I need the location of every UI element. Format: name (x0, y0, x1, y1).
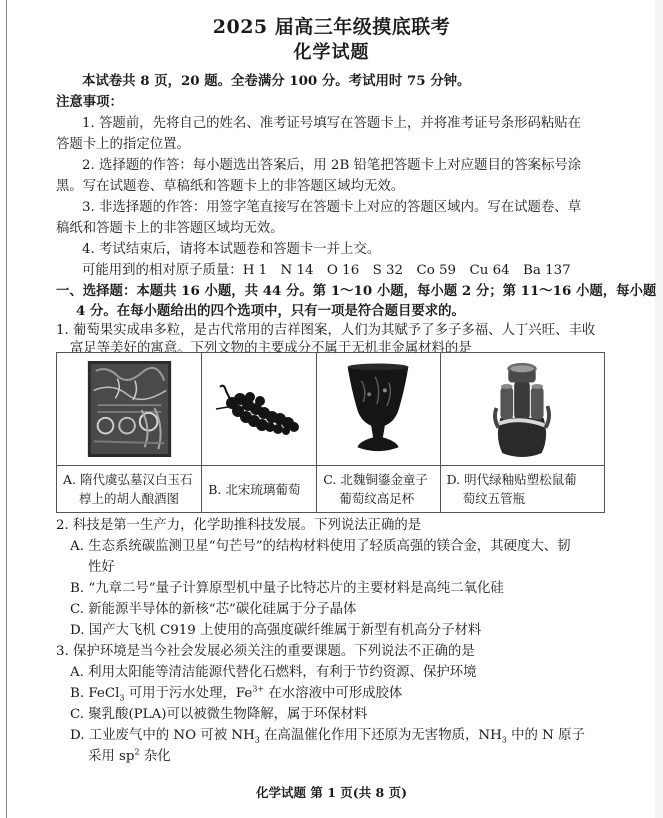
q3-b-mid: 可用于污水处理，Fe (124, 686, 253, 701)
note-1-line-2: 答题卡上的指定位置。 (56, 137, 190, 152)
q3-d-sub-1: 3 (254, 735, 260, 745)
note-1-line-1: 1. 答题前，先将自己的姓名、准考证号填写在答题卡上，并将准考证号条形码粘贴在 (82, 116, 582, 131)
q3-d-prefix: D. 工业废气中的 NO 可被 NH (70, 728, 255, 743)
q2-stem: 2. 科技是第一生产力，化学助推科技发展。下列说法正确的是 (56, 518, 422, 533)
q1-relics-table (56, 352, 605, 513)
q1-stem-line-2: 富足等美好的寓意。下列文物的主要成分不属于无机非金属材料的是 (70, 341, 472, 356)
q3-d-line2-sup: 2 (134, 747, 140, 757)
q2-option-d: D. 国产大飞机 C919 上使用的高强度碳纤维属于新型有机高分子材料 (70, 623, 482, 638)
q1-stem-line-1: 1. 葡萄果实成串多粒，是古代常用的吉祥图案，人们为其赋予了多子多福、人丁兴旺、丰收 (56, 323, 596, 338)
q3-option-d-line-1 (70, 727, 585, 744)
note-3-line-1: 3. 非选择题的作答：用签字笔直接写在答题卡上对应的答题区域内。写在试题卷、草 (82, 200, 582, 215)
page-left-border (6, 0, 7, 818)
page-right-margin (655, 0, 663, 818)
option-a-caption (57, 466, 202, 513)
option-a-line-1: A. 隋代虞弘墓汉白玉石 (63, 472, 193, 487)
q3-option-d-line-2 (88, 748, 171, 765)
green-glaze-vase-image (490, 359, 554, 459)
section-1-line-2: 4 分。在每小题给出的四个选项中，只有一项是符合题目要求的。 (76, 303, 465, 319)
option-d-image-cell (440, 353, 604, 466)
page-footer: 化学试题 第 1 页(共 8 页) (256, 785, 407, 800)
option-c-image-cell (317, 353, 440, 466)
option-c-line-1: C. 北魏铜鎏金童子 (323, 472, 428, 487)
option-a-line-2: 椁上的胡人酿酒图 (79, 491, 180, 506)
q2-option-b: B. “九章二号”量子计算原型机中量子比特芯片的主要材料是高纯二氧化硅 (70, 581, 504, 596)
note-2-line-2: 黑。写在试题卷、草稿纸和答题卡上的非答题区域均无效。 (56, 179, 405, 194)
note-4-line-1: 4. 考试结束后，请将本试题卷和答题卡一并上交。 (82, 242, 381, 257)
q3-b-suffix: 在水溶液中可形成胶体 (264, 686, 403, 701)
q3-d-sub-2: 3 (501, 735, 507, 745)
note-2-line-1: 2. 选择题的作答：每小题选出答案后，用 2B 铅笔把答题卡上对应题目的答案标号涂 (82, 158, 582, 173)
q3-d-mid: 在高温催化作用下还原为无害物质，NH (259, 728, 502, 743)
q2-option-c: C. 新能源半导体的新核“芯”碳化硅属于分子晶体 (70, 602, 357, 617)
glass-grapes-image (214, 379, 304, 439)
q2-option-a-line-1: A. 生态系统碳监测卫星“句芒号”的结构材料使用了轻质高强的镁合金，其硬度大、韧 (70, 539, 571, 554)
atomic-masses (82, 262, 571, 279)
exam-subject: 化学试题 (293, 42, 370, 63)
q3-b-prefix: B. FeCl (70, 686, 120, 701)
q2-option-a-line-2: 性好 (88, 560, 115, 575)
option-d-caption (440, 466, 604, 513)
notes-heading: 注意事项： (56, 94, 123, 110)
option-b-image-cell (202, 353, 317, 466)
q3-stem: 3. 保护环境是当今社会发展必须关注的重要课题。下列说法不正确的是 (56, 644, 475, 659)
exam-summary: 本试卷共 8 页，20 题。全卷满分 100 分。考试用时 75 分钟。 (82, 73, 471, 89)
q3-option-a: A. 利用太阳能等清洁能源代替化石燃料，有利于节约资源、保护环境 (70, 665, 477, 680)
exam-title: 2025 届高三年级摸底联考 (212, 16, 451, 38)
option-c-caption (317, 466, 440, 513)
q3-b-sub: 3 (119, 693, 125, 703)
q3-b-sup: 3+ (252, 684, 265, 694)
option-b-line-1: B. 北宋琉璃葡萄 (208, 481, 301, 497)
q3-d-suffix: 中的 N 原子 (506, 728, 585, 743)
q3-option-b (70, 685, 402, 702)
option-a-image-cell (57, 353, 202, 466)
atomic-masses-values: H 1 N 14 O 16 S 32 Co 59 Cu 64 Ba 137 (242, 263, 571, 278)
q3-d-line2-prefix: 采用 sp (88, 749, 135, 764)
section-1-line-1: 一、选择题：本题共 16 小题，共 44 分。第 1～10 小题，每小题 2 分；第 11～16 小题，每小题 (56, 283, 657, 299)
q3-option-c: C. 聚乳酸(PLA)可以被微生物降解，属于环保材料 (70, 707, 368, 722)
option-c-line-2: 葡萄纹高足杯 (339, 491, 415, 506)
atomic-masses-label: 可能用到的相对原子质量： (82, 263, 243, 278)
option-d-line-2: 萄纹五管瓶 (462, 491, 526, 506)
note-3-line-2: 稿纸和答题卡上的非答题区域均无效。 (56, 221, 284, 236)
option-d-line-1: D. 明代绿釉贴塑松鼠葡 (446, 472, 577, 487)
option-b-caption (202, 466, 317, 513)
carved-relief-image (87, 361, 172, 457)
q3-d-line2-suffix: 杂化 (139, 749, 171, 764)
gilt-bronze-cup-image (345, 361, 411, 457)
